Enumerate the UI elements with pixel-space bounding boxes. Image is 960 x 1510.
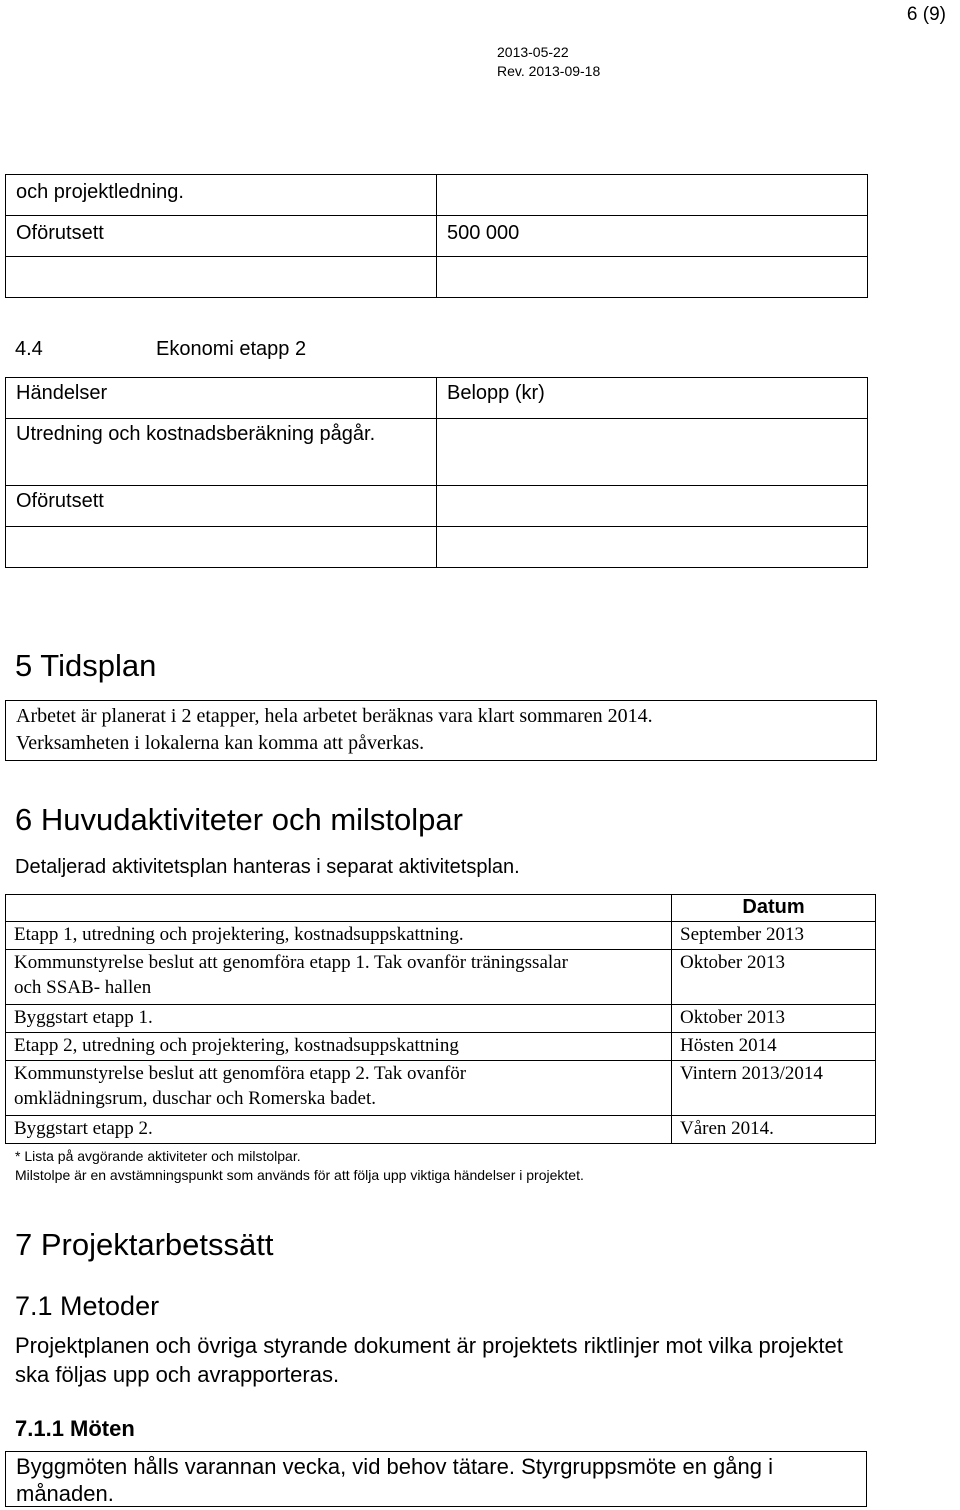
table-row bbox=[6, 1033, 876, 1061]
metoder-text: Projektplanen och övriga styrande dokument är projektets riktlinjer mot vilka projektet ska följas upp och avrapporteras. bbox=[15, 1333, 843, 1387]
milestone-footnote: * Lista på avgörande aktiviteter och milstolpar. bbox=[15, 1148, 301, 1164]
table-row bbox=[6, 922, 876, 950]
milestone-definition: Milstolpe är en avstämningspunkt som används för att följa upp viktiga händelser i projektet. bbox=[15, 1167, 584, 1183]
tidsplan-text-line2: Verksamheten i lokalerna kan komma att påverkas. bbox=[16, 732, 425, 754]
event-cell bbox=[6, 257, 437, 298]
section-title-4-4: Ekonomi etapp 2 bbox=[156, 338, 307, 360]
table-header-row bbox=[6, 378, 868, 419]
date-cell: Vintern 2013/2014 bbox=[672, 1061, 876, 1116]
milestones-table bbox=[5, 894, 876, 1144]
event-cell: och projektledning. bbox=[6, 175, 437, 216]
section-number-4-4: 4.4 bbox=[15, 338, 43, 360]
activity-cell: Byggstart etapp 2. bbox=[6, 1116, 672, 1144]
revision-date: Rev. 2013-09-18 bbox=[497, 63, 601, 79]
table-header-row bbox=[6, 895, 876, 922]
table-row bbox=[6, 486, 868, 527]
document-date: 2013-05-22 bbox=[497, 44, 569, 60]
amount-cell: 500 000 bbox=[437, 216, 868, 257]
activity-cell: Kommunstyrelse beslut att genomföra etapp 1. Tak ovanför träningssalar och SSAB- hallen bbox=[6, 950, 672, 1005]
column-header-events: Händelser bbox=[6, 378, 437, 419]
date-cell: September 2013 bbox=[672, 922, 876, 950]
table-row bbox=[6, 950, 876, 1005]
table-row bbox=[6, 419, 868, 486]
table-row bbox=[6, 1005, 876, 1033]
moten-textbox bbox=[5, 1451, 867, 1507]
table-row bbox=[6, 216, 868, 257]
table-row bbox=[6, 1116, 876, 1144]
amount-cell bbox=[437, 527, 868, 568]
event-cell: Oförutsett bbox=[6, 486, 437, 527]
moten-text: Byggmöten hålls varannan vecka, vid behov tätare. Styrgruppsmöte en gång i månaden. bbox=[16, 1454, 774, 1506]
table-row bbox=[6, 1061, 876, 1116]
event-cell bbox=[6, 527, 437, 568]
column-header-date: Datum bbox=[672, 895, 876, 922]
heading-tidsplan: 5 Tidsplan bbox=[15, 648, 157, 683]
date-cell: Oktober 2013 bbox=[672, 950, 876, 1005]
event-cell: Oförutsett bbox=[6, 216, 437, 257]
event-cell: Utredning och kostnadsberäkning pågår. bbox=[6, 419, 437, 486]
date-cell: Hösten 2014 bbox=[672, 1033, 876, 1061]
tidsplan-text-line1: Arbetet är planerat i 2 etapper, hela arbetet beräknas vara klart sommaren 2014. bbox=[16, 705, 653, 727]
economy-table-etapp1 bbox=[5, 174, 868, 298]
amount-cell bbox=[437, 486, 868, 527]
table-row bbox=[6, 175, 868, 216]
date-cell: Våren 2014. bbox=[672, 1116, 876, 1144]
date-cell: Oktober 2013 bbox=[672, 1005, 876, 1033]
tidsplan-textbox bbox=[5, 700, 877, 761]
column-header-amount: Belopp (kr) bbox=[437, 378, 868, 419]
heading-huvudaktiviteter: 6 Huvudaktiviteter och milstolpar bbox=[15, 802, 463, 837]
heading-metoder: 7.1 Metoder bbox=[15, 1291, 160, 1321]
amount-cell bbox=[437, 175, 868, 216]
activity-cell: Etapp 1, utredning och projektering, kostnadsuppskattning. bbox=[6, 922, 672, 950]
economy-table-etapp2 bbox=[5, 377, 868, 568]
heading-moten: 7.1.1 Möten bbox=[15, 1416, 135, 1441]
amount-cell bbox=[437, 419, 868, 486]
activity-cell: Byggstart etapp 1. bbox=[6, 1005, 672, 1033]
heading-projektarbetssatt: 7 Projektarbetssätt bbox=[15, 1227, 274, 1262]
activity-cell: Etapp 2, utredning och projektering, kostnadsuppskattning bbox=[6, 1033, 672, 1061]
table-row bbox=[6, 527, 868, 568]
amount-cell bbox=[437, 257, 868, 298]
activity-cell: Kommunstyrelse beslut att genomföra etapp 2. Tak ovanför omklädningsrum, duschar och Romerska badet. bbox=[6, 1061, 672, 1116]
table-row bbox=[6, 257, 868, 298]
activity-plan-intro: Detaljerad aktivitetsplan hanteras i separat aktivitetsplan. bbox=[15, 856, 520, 878]
page-number: 6 (9) bbox=[906, 4, 946, 25]
